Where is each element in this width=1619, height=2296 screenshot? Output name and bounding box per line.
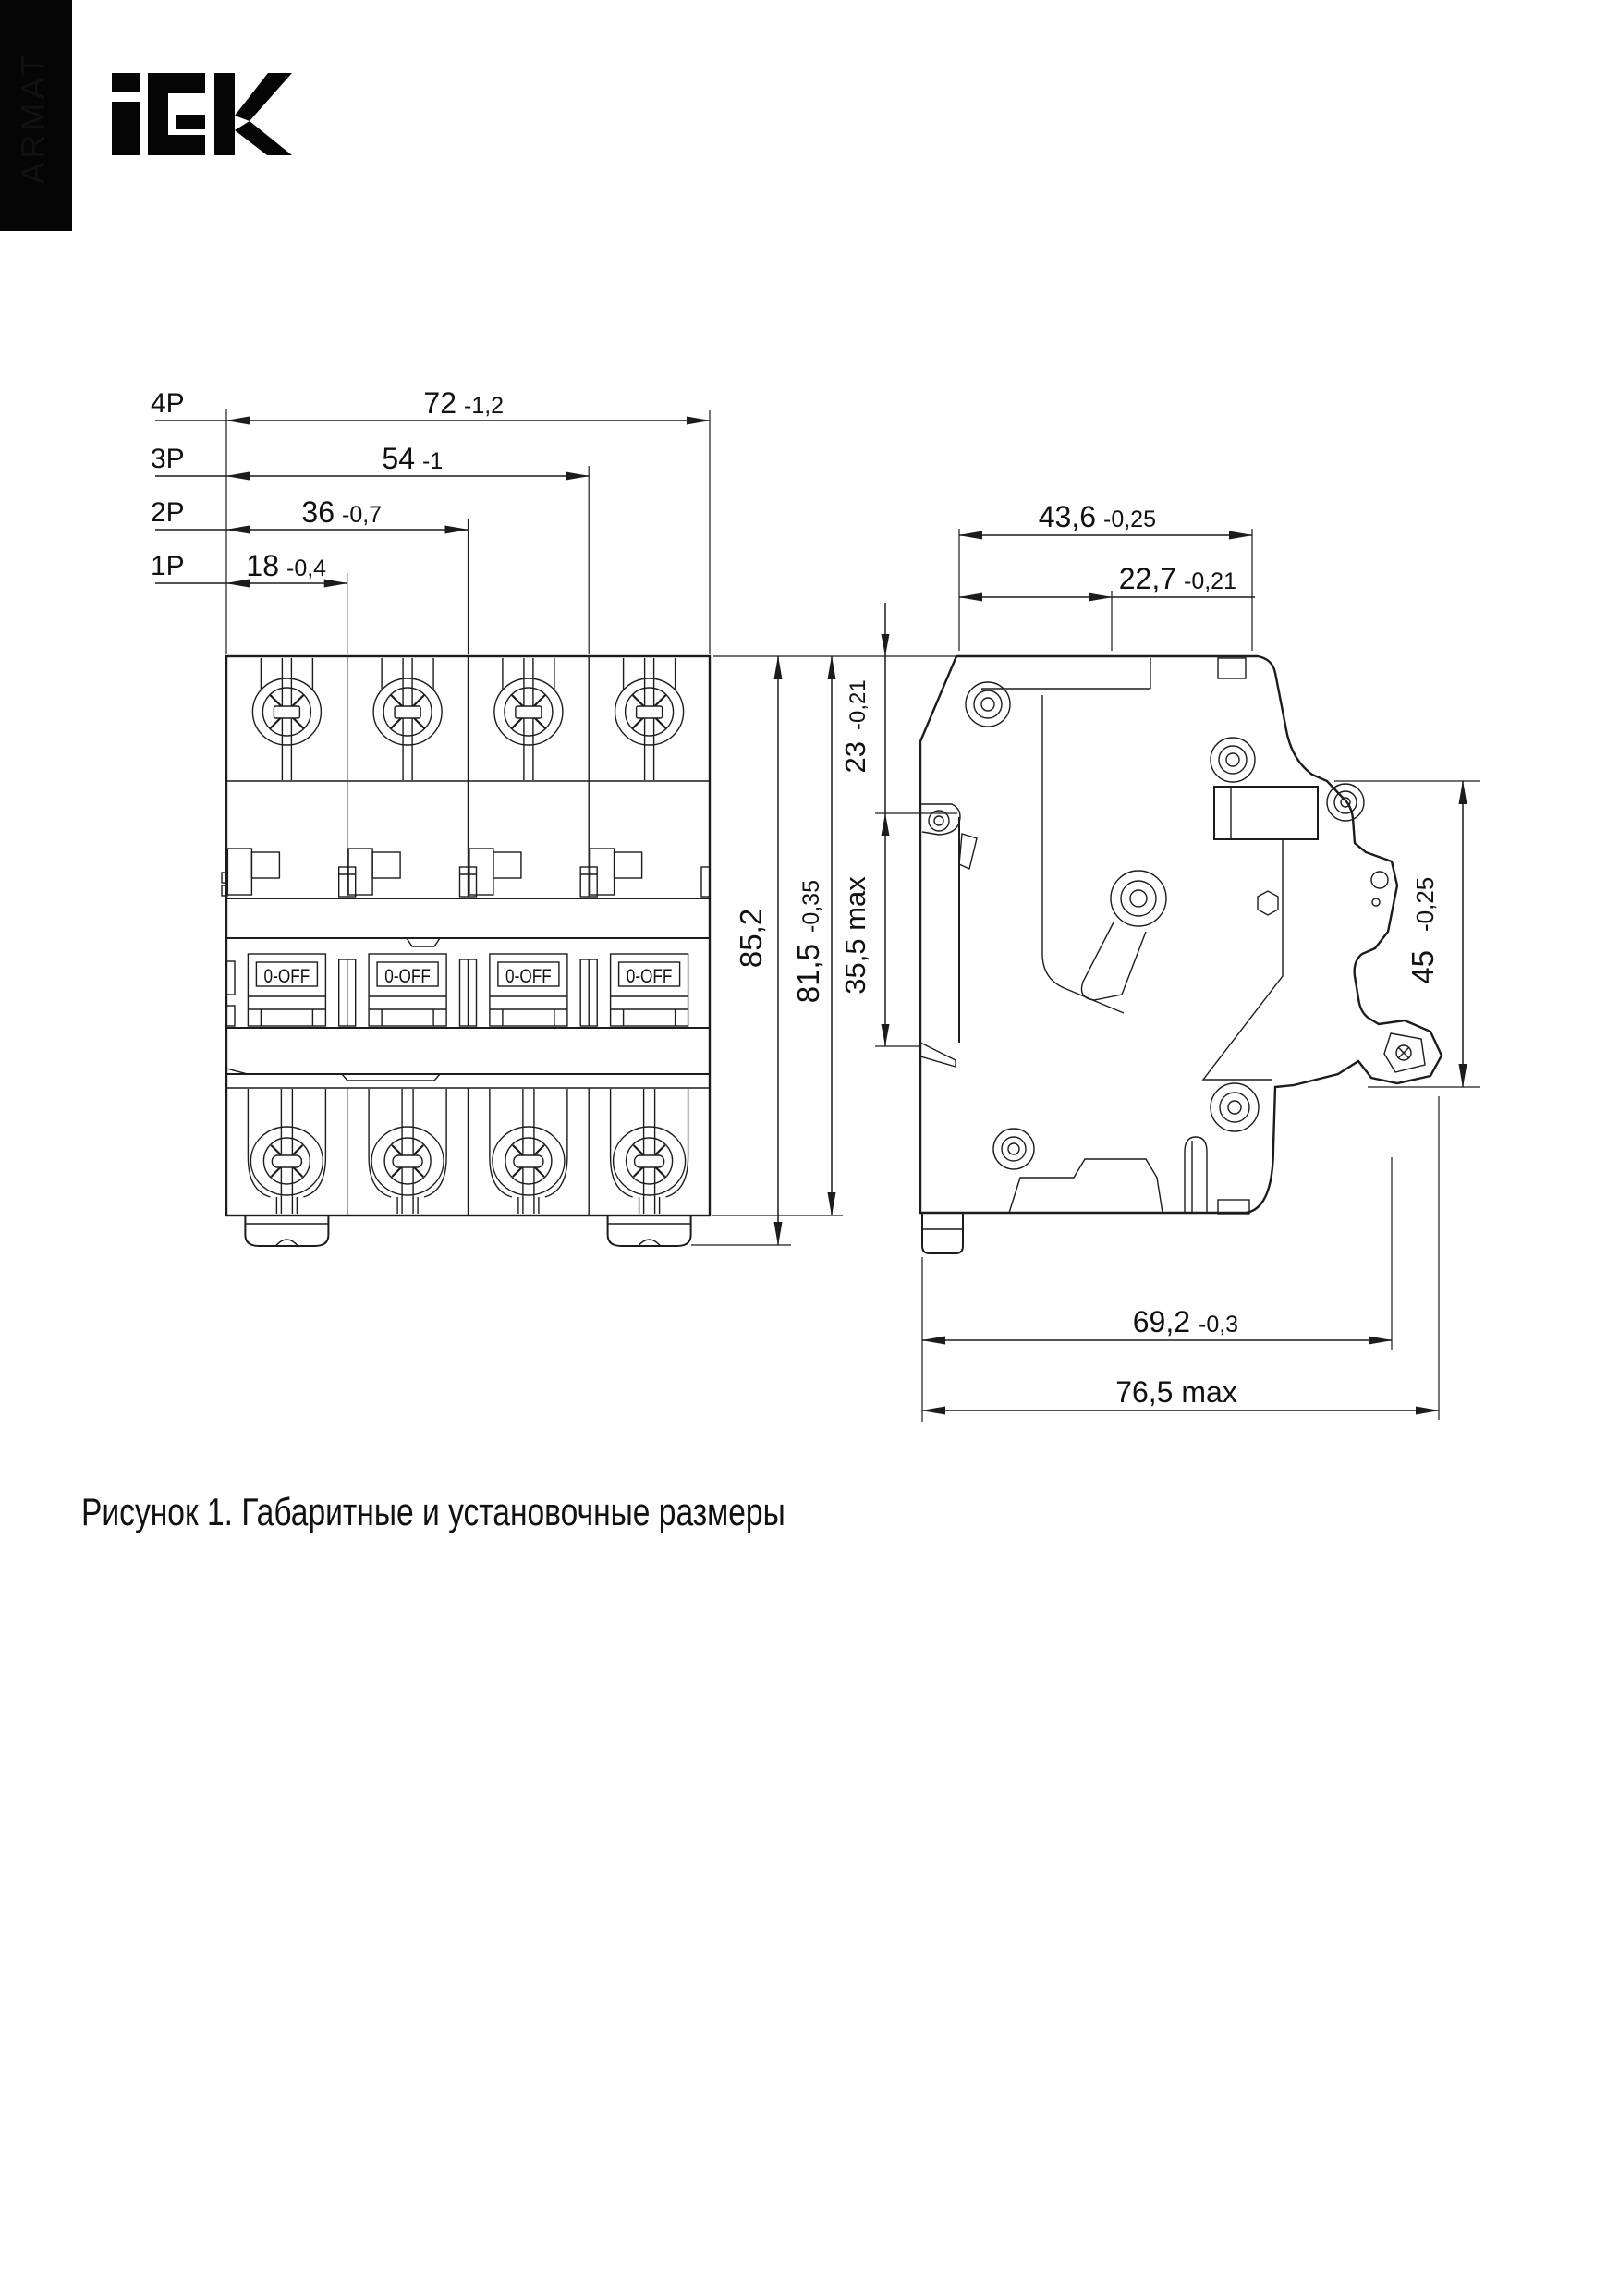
dim-45-tol: -0,25 xyxy=(1411,876,1439,932)
dimension-labels-front-widths xyxy=(151,386,504,582)
toggle-label-4: 0-OFF xyxy=(626,966,673,988)
dim-436-tol: -0,25 xyxy=(1103,507,1156,532)
lock-catch-screw xyxy=(1384,1033,1425,1072)
dim-54-value: 54 xyxy=(382,442,415,475)
dim-23-value: 23 xyxy=(839,741,871,774)
dim-227-value: 22,7 xyxy=(1118,562,1176,595)
side-body-outline xyxy=(920,656,1442,1213)
dim-36-value: 36 xyxy=(301,495,335,529)
top-terminal-pole1 xyxy=(252,658,321,780)
dim-18-value: 18 xyxy=(246,549,279,582)
pole-label-1p: 1P xyxy=(151,551,185,581)
dim-436-value: 43,6 xyxy=(1038,500,1096,533)
dim-36-tol: -0,7 xyxy=(342,502,383,528)
side-din-clip xyxy=(922,1213,963,1253)
dim-355max: 35,5 max xyxy=(839,876,871,995)
side-interior xyxy=(966,658,1425,1214)
dim-692-value: 69,2 xyxy=(1132,1305,1190,1338)
bottom-terminal-pole4 xyxy=(611,1089,688,1214)
brand-header xyxy=(0,0,292,231)
top-terminal-pole4 xyxy=(615,658,684,780)
figure-caption: Рисунок 1. Габаритные и установочные размеры xyxy=(81,1491,785,1534)
toggle-label-1: 0-OFF xyxy=(263,966,310,988)
toggle-pole2 xyxy=(369,954,446,1026)
front-din-clips xyxy=(245,1216,690,1246)
dim-72-value: 72 xyxy=(423,386,456,420)
dim-72-tol: -1,2 xyxy=(464,393,505,419)
bottom-terminal-pole1 xyxy=(248,1089,325,1214)
dim-852-value: 85,2 xyxy=(734,908,768,969)
mid-tabs xyxy=(222,849,710,897)
dim-45-value: 45 xyxy=(1406,950,1440,984)
lower-band xyxy=(226,1028,710,1081)
bottom-terminal-pole2 xyxy=(369,1089,446,1214)
dimensions-front-widths xyxy=(155,409,710,654)
toggle-row xyxy=(226,954,688,1026)
din-rail-channel xyxy=(920,804,977,1067)
dimension-labels-side xyxy=(839,500,1440,1409)
dimensions-side xyxy=(875,529,1480,1422)
upper-band xyxy=(226,898,710,946)
pole-label-4p: 4P xyxy=(151,388,185,419)
top-terminal-pole2 xyxy=(373,658,442,780)
top-terminal-pole3 xyxy=(494,658,563,780)
side-view xyxy=(920,656,1442,1253)
dimension-labels-heights xyxy=(734,880,825,1003)
dim-18-tol: -0,4 xyxy=(286,556,327,581)
pole-dividers xyxy=(347,656,590,1215)
dim-815-value: 81,5 xyxy=(791,944,825,1004)
dim-54-tol: -1 xyxy=(422,448,444,474)
toggle-pole4 xyxy=(611,954,688,1026)
pole-label-3p: 3P xyxy=(151,444,185,474)
dim-692-tol: -0,3 xyxy=(1199,1312,1239,1337)
bottom-terminal-pole3 xyxy=(490,1089,567,1214)
toggle-label-2: 0-OFF xyxy=(384,966,431,988)
dim-23-tol: -0,21 xyxy=(846,679,870,730)
toggle-pole3 xyxy=(490,954,567,1026)
dim-815-tol: -0,35 xyxy=(798,880,824,933)
dim-227-tol: -0,21 xyxy=(1184,568,1236,594)
pole-label-2p: 2P xyxy=(151,497,185,528)
toggle-pole1 xyxy=(248,954,325,1026)
front-view xyxy=(222,656,710,1246)
dim-765max: 76,5 max xyxy=(1115,1375,1237,1409)
iek-logo xyxy=(112,73,292,155)
brand-strip-label: ARMAT xyxy=(14,52,52,185)
toggle-label-3: 0-OFF xyxy=(505,966,552,988)
